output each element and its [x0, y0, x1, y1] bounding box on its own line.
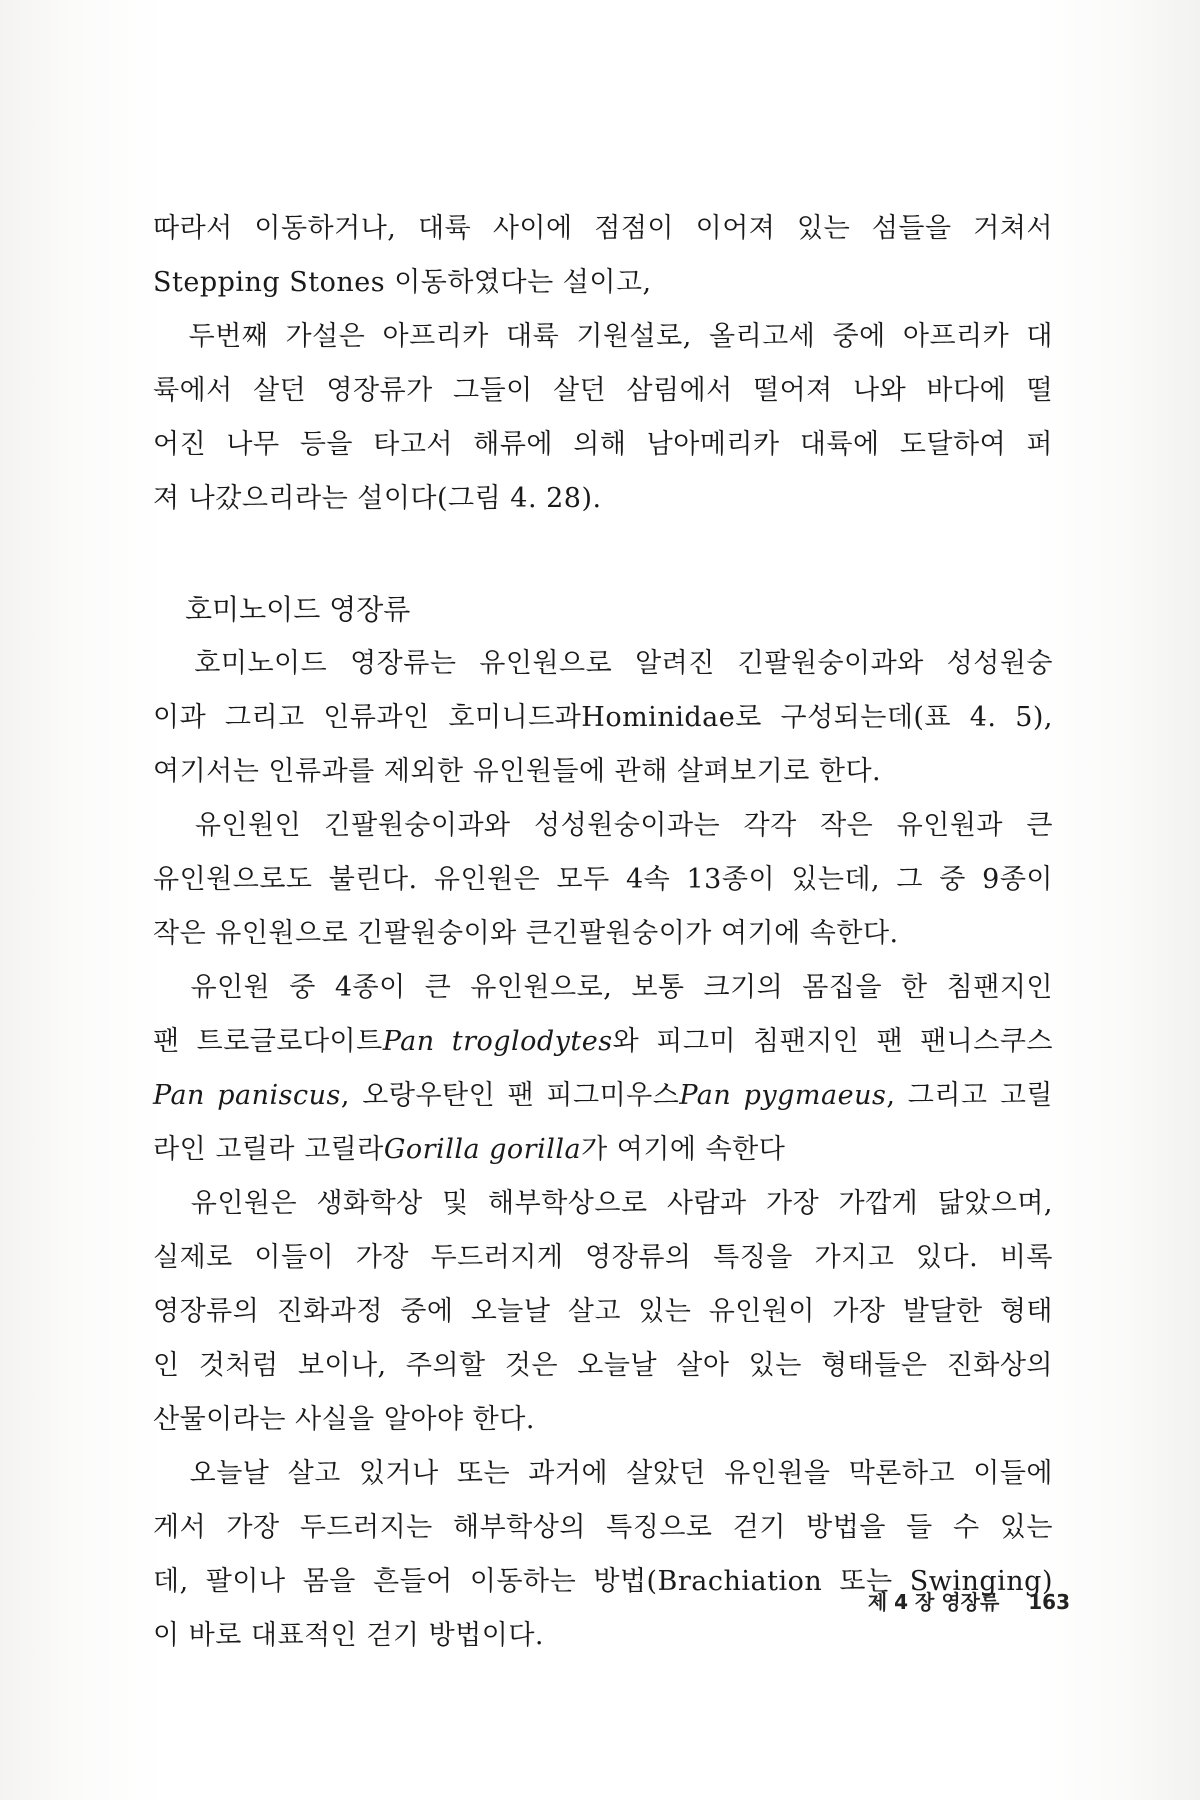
text-line: 산물이라는 사실을 알아야 한다.: [153, 1404, 535, 1435]
text-line: 져 나갔으리라는 설이다(그림 4. 28).: [153, 483, 602, 514]
text-line: 호미노이드 영장류는 유인원으로 알려진 긴팔원숭이과와 성성원숭: [153, 648, 1053, 679]
text-line: 유인원인 긴팔원숭이과와 성성원숭이과는 각각 작은 유인원과 큰: [153, 810, 1053, 841]
paragraph-intro: [153, 202, 1053, 310]
text-line: 유인원 중 4종이 큰 유인원으로, 보통 크기의 몸집을 한 침팬지인: [153, 972, 1053, 1003]
text-run: 와 피그미 침팬지인 팬 팬니스쿠스: [612, 1026, 1053, 1057]
paragraph-second-hypothesis: [153, 310, 1053, 526]
text-line: 어진 나무 등을 타고서 해류에 의해 남아메리카 대륙에 도달하여 퍼: [153, 429, 1053, 460]
page-footer: [868, 1586, 1070, 1615]
text-line: 게서 가장 두드러지는 해부학상의 특징으로 걷기 방법을 들 수 있는: [153, 1512, 1053, 1543]
section-heading: 호미노이드 영장류: [185, 593, 411, 626]
text-line: [153, 1123, 1053, 1177]
text-line: Stepping Stones 이동하였다는 설이고,: [153, 267, 652, 298]
text-line: 데, 팔이나 몸을 흔들어 이동하는 방법(Brachiation 또는 Swinging): [153, 1566, 1053, 1597]
chapter-title: 제 4 장 영장류: [867, 1590, 1000, 1614]
scientific-name: Pan paniscus: [153, 1080, 341, 1111]
text-line: 이과 그리고 인류과인 호미니드과Hominidae로 구성되는데(표 4. 5),: [153, 702, 1053, 733]
text-run: , 오랑우탄인 팬 피그미우스: [340, 1080, 680, 1111]
text-run: 팬 트로글로다이트: [153, 1026, 383, 1057]
text-line: 영장류의 진화과정 중에 오늘날 살고 있는 유인원이 가장 발달한 형태: [153, 1296, 1053, 1327]
text-line: [153, 1015, 1053, 1069]
paragraph-ape-traits: [153, 1177, 1053, 1447]
text-line: 오늘날 살고 있거나 또는 과거에 살았던 유인원을 막론하고 이들에: [153, 1458, 1053, 1489]
text-line: 유인원으로도 불린다. 유인원은 모두 4속 13종이 있는데, 그 중 9종이: [153, 864, 1053, 895]
text-line: [153, 1069, 1053, 1123]
text-run: 가 여기에 속한다: [581, 1134, 786, 1165]
scientific-name: Pan pygmaeus: [679, 1080, 887, 1111]
text-line: 두번째 가설은 아프리카 대륙 기원설로, 올리고세 중에 아프리카 대: [153, 321, 1053, 352]
paragraph-locomotion: [153, 1447, 1053, 1663]
scientific-name: Pan troglodytes: [382, 1026, 613, 1057]
text-line: 작은 유인원으로 긴팔원숭이와 큰긴팔원숭이가 여기에 속한다.: [153, 918, 899, 949]
paragraph-ape-groups: [153, 799, 1053, 961]
text-run: , 그리고 고릴: [886, 1080, 1053, 1111]
text-run: 라인 고릴라 고릴라: [153, 1134, 384, 1165]
paragraph-hominoid-intro: [153, 637, 1053, 799]
text-line: 실제로 이들이 가장 두드러지게 영장류의 특징을 가지고 있다. 비록: [153, 1242, 1053, 1273]
page-body: [153, 202, 1053, 1663]
text-line: 륙에서 살던 영장류가 그들이 살던 삼림에서 떨어져 나와 바다에 떨: [153, 375, 1053, 406]
text-line: 여기서는 인류과를 제외한 유인원들에 관해 살펴보기로 한다.: [153, 756, 882, 787]
page-number: 163: [1028, 1590, 1070, 1614]
text-line: 이 바로 대표적인 걷기 방법이다.: [153, 1620, 544, 1651]
paragraph-great-apes: [153, 961, 1053, 1177]
text-line: 인 것처럼 보이나, 주의할 것은 오늘날 살아 있는 형태들은 진화상의: [153, 1350, 1053, 1381]
scientific-name: Gorilla gorilla: [383, 1134, 582, 1165]
text-line: 따라서 이동하거나, 대륙 사이에 점점이 이어져 있는 섬들을 거쳐서: [153, 213, 1053, 244]
text-line: 유인원은 생화학상 및 해부학상으로 사람과 가장 가깝게 닮았으며,: [153, 1188, 1053, 1219]
